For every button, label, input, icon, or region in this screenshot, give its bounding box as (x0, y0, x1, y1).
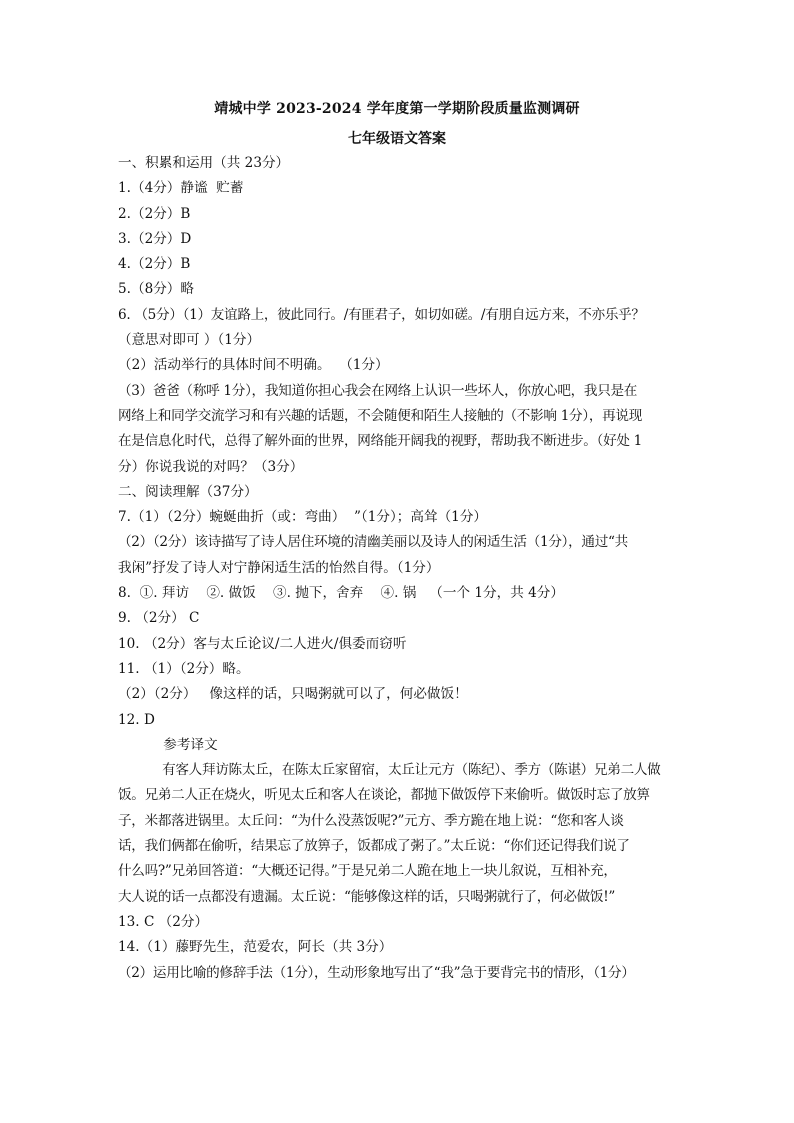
answer-line: 在是信息化时代，总得了解外面的世界，网络能开阔我的视野，帮助我不断进步。（好处 1 (118, 433, 643, 450)
answer-line: 我闲”抒发了诗人对宁静闲适生活的怡然自得。（1分） (118, 559, 440, 576)
answer-line: （2）运用比喻的修辞手法（1分），生动形象地写出了“我”急于要背完书的情形，（1分） (118, 964, 635, 981)
answer-line: 6. （5分）（1）友谊路上，彼此同行。/有匪君子，如切如磋。/有朋自远方来，不亦乐乎？ (118, 306, 645, 323)
page-subtitle: 七年级语文答案 (348, 131, 446, 147)
answer-line: （3）爸爸（称呼 1分），我知道你担心我会在网络上认识一些坏人，你放心吧，我只是在 (118, 382, 638, 399)
answer-line: 5.（8分）略 (118, 281, 194, 298)
answer-line: 12. D (118, 711, 155, 728)
answer-line: 分）你说我说的对吗？（3分） (118, 458, 304, 475)
answer-line: 7.（1）（2分）蜿蜒曲折（或：弯曲） ”（1分）；高耸（1分） (118, 509, 488, 526)
answer-line: 8. ①. 拜访 ②. 做饭 ③. 抛下，舍弃 ④. 锅 （一个 1分，共 4分） (118, 585, 564, 602)
translation-line: 什么吗?”兄弟回答道：“大概还记得。”于是兄弟二人跪在地上一块儿叙说，互相补充， (118, 863, 617, 880)
answer-line: （2）活动举行的具体时间不明确。 （1分） (118, 357, 389, 374)
answer-line: 14.（1）藤野先生，范爱农，阿长（共 3分） (118, 939, 393, 956)
translation-heading: 参考译文 (146, 736, 218, 753)
answer-line: 2.（2分）B (118, 205, 191, 222)
answer-line: （2）（2分） 像这样的话，只喝粥就可以了，何必做饭！ (118, 686, 468, 703)
answer-line: 1.（4分）静谧 贮蓄 (118, 180, 244, 197)
answer-line: 13. C （2分） (118, 913, 209, 930)
answer-line: 网络上和同学交流学习和有兴趣的话题，不会随便和陌生人接触的（不影响 1分），再说现 (118, 407, 643, 424)
translation-line: 有客人拜访陈太丘，在陈太丘家留宿，太丘让元方（陈纪）、季方（陈谌）兄弟二人做 (146, 762, 661, 779)
answer-line: 4.（2分）B (118, 256, 191, 273)
answer-body (118, 151, 686, 986)
translation-line: 大人说的话一点都没有遗漏。太丘说：“能够像这样的话，只喝粥就行了，何必做饭!” (118, 888, 616, 905)
answer-line: 9. （2分） C (118, 610, 200, 627)
section-heading-2: 二、阅读理解（37分） (118, 483, 258, 500)
translation-line: 子，米都落进锅里。太丘问：“为什么没蒸饭呢?”元方、季方跪在地上说：“您和客人谈 (118, 812, 624, 829)
page-title: 靖城中学 2023-2024 学年度第一学期阶段质量监测调研 (214, 101, 580, 117)
translation-line: 话，我们俩都在偷听，结果忘了放箅子，饭都成了粥了。”太丘说：“你们还记得我们说了 (118, 838, 630, 855)
answer-line: 10. （2分）客与太丘论议/二人进火/俱委而窃听 (118, 635, 407, 652)
section-heading-1: 一、积累和运用（共 23分） (118, 155, 290, 171)
answer-line: （2）（2分）该诗描写了诗人居住环境的清幽美丽以及诗人的闲适生活（1分），通过“共 (118, 534, 628, 551)
translation-line: 饭。兄弟二人正在烧火，听见太丘和客人在谈论，都抛下做饭停下来偷听。做饭时忘了放箅 (118, 787, 650, 804)
answer-line: 11. （1）（2分）略。 (118, 660, 250, 677)
answer-line: 3.（2分）D (118, 230, 192, 247)
answer-line: （意思对即可 ）（1分） (118, 332, 261, 349)
